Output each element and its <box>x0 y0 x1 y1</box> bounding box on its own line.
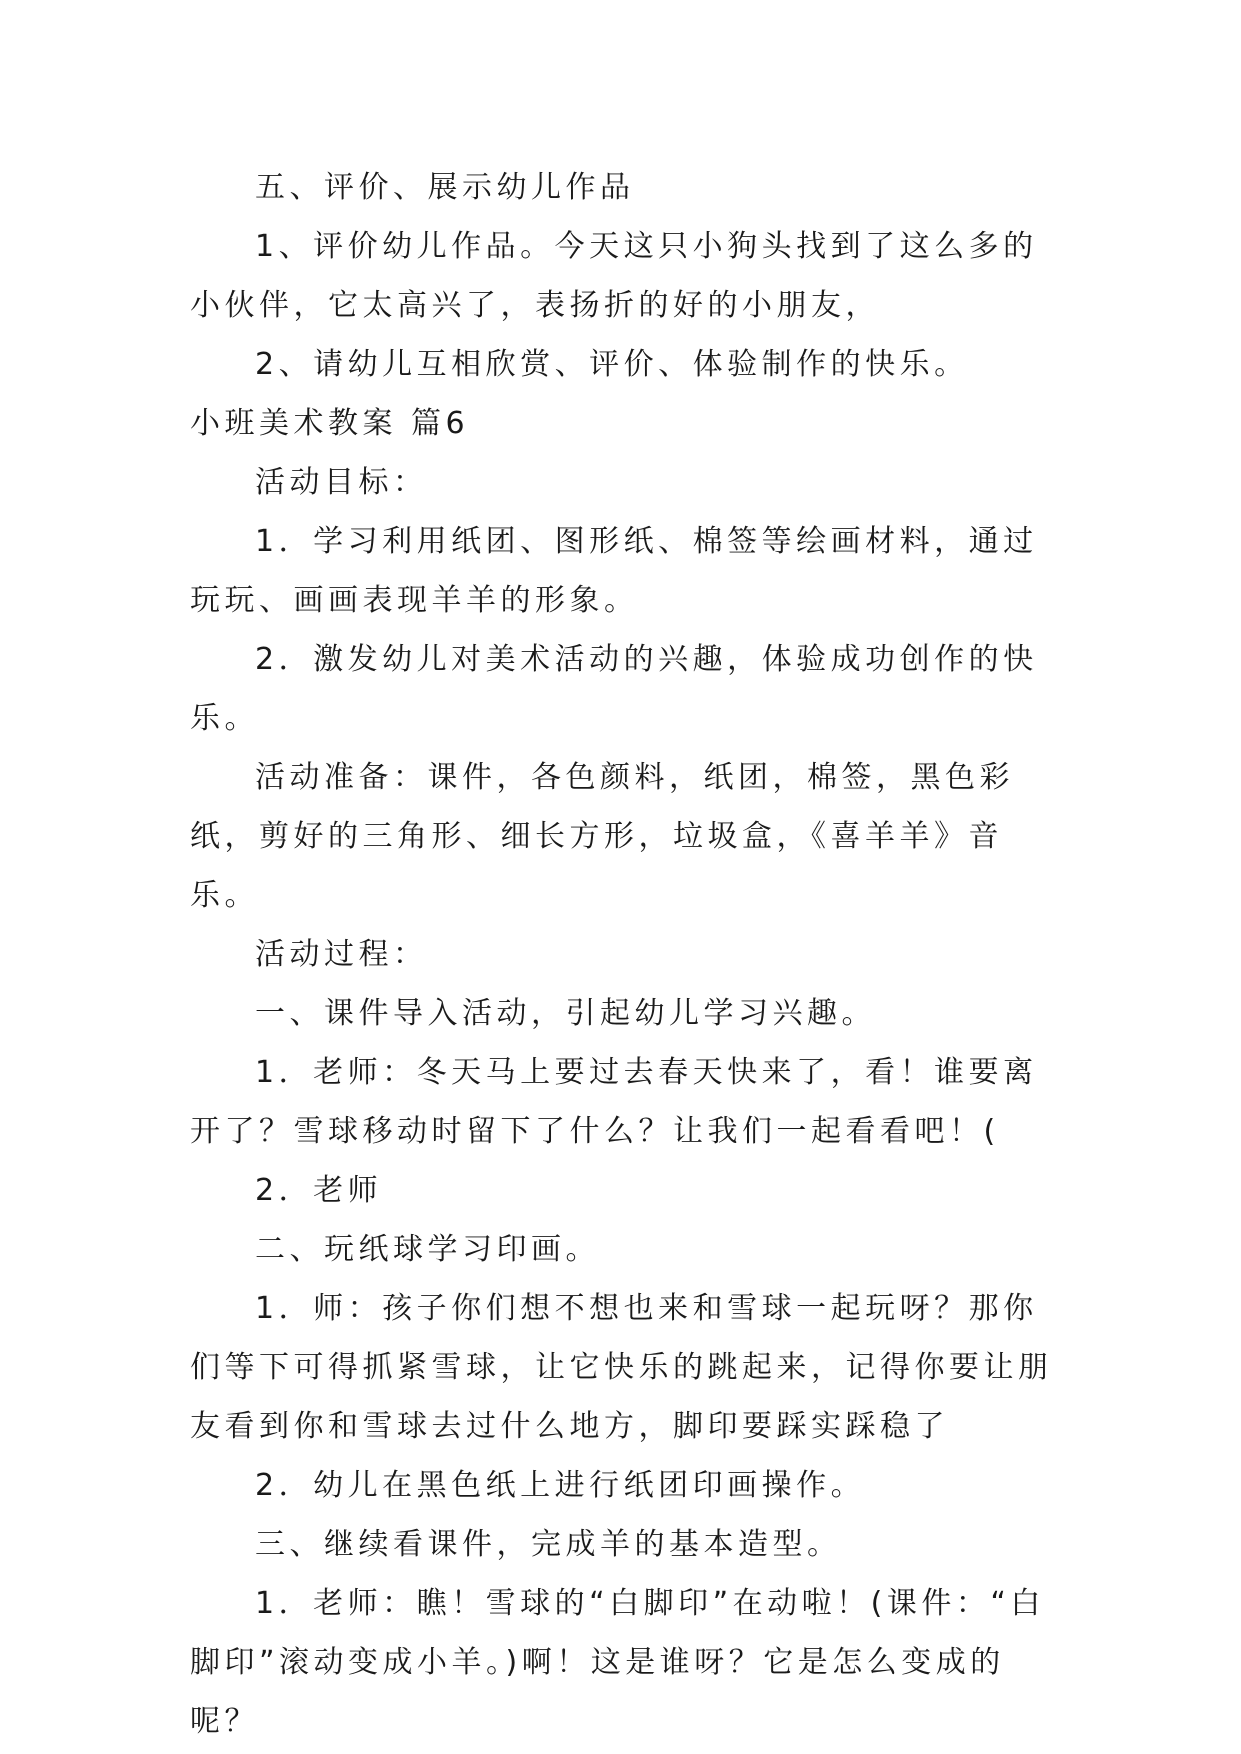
document-body <box>190 158 1070 1751</box>
paragraph: 2、请幼儿互相欣赏、评价、体验制作的快乐。 <box>255 347 969 382</box>
paragraph: 1、评价幼儿作品。今天这只小狗头找到了这么多的小伙伴，它太高兴了，表扬折的好的小朋友， <box>190 229 1038 323</box>
paragraph: 2．激发幼儿对美术活动的兴趣，体验成功创作的快乐。 <box>190 642 1038 736</box>
paragraph: 1．老师：瞧！雪球的“白脚印”在动啦！(课件：“白脚印”滚动变成小羊。)啊！这是谁呀？它是怎么变成的呢？ <box>190 1586 1045 1739</box>
paragraph: 五、评价、展示幼儿作品 <box>255 170 635 205</box>
paragraph: 活动过程： <box>255 937 428 972</box>
paragraph: 2．老师 <box>255 1173 383 1208</box>
paragraph: 活动准备：课件，各色颜料，纸团，棉签，黑色彩纸，剪好的三角形、细长方形，垃圾盒，《喜羊羊》音乐。 <box>190 760 1014 913</box>
paragraph: 1．学习利用纸团、图形纸、棉签等绘画材料，通过玩玩、画画表现羊羊的形象。 <box>190 524 1038 618</box>
paragraph: 2．幼儿在黑色纸上进行纸团印画操作。 <box>255 1468 866 1503</box>
section-heading: 小班美术教案 篇6 <box>190 406 470 441</box>
paragraph: 一、课件导入活动，引起幼儿学习兴趣。 <box>255 996 876 1031</box>
paragraph: 三、继续看课件，完成羊的基本造型。 <box>255 1527 842 1562</box>
paragraph: 二、玩纸球学习印画。 <box>255 1232 600 1267</box>
paragraph: 1．老师：冬天马上要过去春天快来了，看！谁要离开了？雪球移动时留下了什么？让我们一起看看吧！( <box>190 1055 1038 1149</box>
paragraph: 1．师：孩子你们想不想也来和雪球一起玩呀？那你们等下可得抓紧雪球，让它快乐的跳起来，记得你要让朋友看到你和雪球去过什么地方，脚印要踩实踩稳了 <box>190 1291 1053 1444</box>
paragraph: 活动目标： <box>255 465 428 500</box>
